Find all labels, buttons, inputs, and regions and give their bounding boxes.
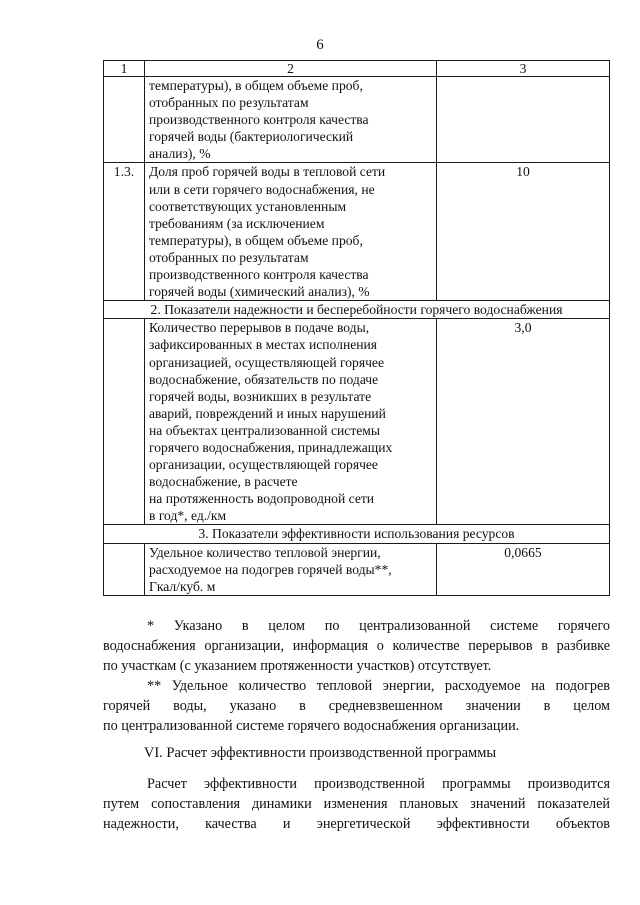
row-description (145, 77, 437, 163)
description-line: на протяженность водопроводной сети (149, 491, 375, 507)
body-paragraph (103, 774, 610, 834)
paragraph-line: путем сопоставления динамики изменения плановых значений показателей (103, 796, 610, 812)
row-description (145, 319, 437, 525)
description-line: водоснабжение, в расчете (149, 474, 298, 490)
section-heading: VI. Расчет эффективности производственной программы (143, 745, 497, 761)
table-row (104, 543, 610, 595)
row-number: 1.3. (104, 163, 145, 301)
footnote-line: ** Удельное количество тепловой энергии, расходуемое на подогрев (147, 678, 610, 694)
description-line: Удельное количество тепловой энергии, (149, 544, 381, 560)
section-title-resources: 3. Показатели эффективности использования ресурсов (104, 525, 610, 543)
description-line: температуры), в общем объеме проб, (149, 78, 363, 93)
paragraph-line: Расчет эффективности производственной программы производится (147, 776, 610, 792)
header-col-3: 3 (437, 61, 610, 77)
description-line: соответствующих установленным (149, 198, 347, 214)
row-description (145, 163, 437, 301)
section-row (104, 525, 610, 543)
header-col-1: 1 (104, 61, 145, 77)
footnote-line: по участкам (с указанием протяженности участков) отсутствует. (103, 658, 492, 674)
footnote-line: * Указано в целом по централизованной системе горячего (147, 618, 610, 634)
description-line: организации, осуществляющей горячее (149, 457, 378, 473)
description-line: производственного контроля качества (149, 267, 369, 283)
description-line: отобранных по результатам (149, 95, 309, 111)
description-line: температуры), в общем объеме проб, (149, 232, 363, 248)
page-number: 6 (316, 37, 324, 53)
row-number (104, 543, 145, 595)
description-line: требованиям (за исключением (149, 215, 325, 231)
indicators-table (103, 60, 610, 596)
description-line: отобранных по результатам (149, 249, 309, 265)
description-line: Доля проб горячей воды в тепловой сети (149, 164, 386, 180)
description-line: горячей воды (бактериологический (149, 129, 354, 145)
row-number (104, 77, 145, 163)
row-number (104, 319, 145, 525)
description-line: аварий, повреждений и иных нарушений (149, 405, 386, 421)
description-line: или в сети горячего водоснабжения, не (149, 181, 375, 197)
header-col-2: 2 (145, 61, 437, 77)
footnote-energy (103, 676, 610, 736)
row-value: 0,0665 (437, 543, 610, 595)
description-line: Гкал/куб. м (149, 578, 216, 594)
row-value (437, 77, 610, 163)
description-line: производственного контроля качества (149, 112, 369, 128)
row-value: 3,0 (437, 319, 610, 525)
description-line: анализ), % (149, 146, 211, 162)
description-line: на объектах централизованной системы (149, 422, 381, 438)
section-row (104, 301, 610, 319)
description-line: в год*, ед./км (149, 508, 227, 524)
description-line: расходуемое на подогрев горячей воды**, (149, 561, 392, 577)
paragraph-line: надежности, качества и энергетической эффективности объектов (103, 816, 610, 832)
footnote-line: водоснабжения организации, информация о количестве перерывов в разбивке (103, 638, 610, 654)
table-header-row (104, 61, 610, 77)
description-line: зафиксированных в местах исполнения (149, 337, 378, 353)
table-row (104, 319, 610, 525)
table-row (104, 163, 610, 301)
description-line: водоснабжение, обязательств по подаче (149, 371, 379, 387)
table-row (104, 77, 610, 163)
row-description (145, 543, 437, 595)
footnote-interruptions (103, 616, 610, 676)
description-line: организацией, осуществляющей горячее (149, 354, 385, 370)
footnote-line: горячей воды, указано в средневзвешенном значении в целом (103, 698, 610, 714)
description-line: горячей воды, возникших в результате (149, 388, 372, 404)
description-line: горячей воды (химический анализ), % (149, 284, 370, 300)
section-title-reliability: 2. Показатели надежности и бесперебойности горячего водоснабжения (104, 301, 610, 319)
footnote-line: по централизованной системе горячего водоснабжения организации. (103, 718, 520, 734)
row-value: 10 (437, 163, 610, 301)
description-line: Количество перерывов в подаче воды, (149, 320, 370, 336)
description-line: горячего водоснабжения, принадлежащих (149, 439, 393, 455)
